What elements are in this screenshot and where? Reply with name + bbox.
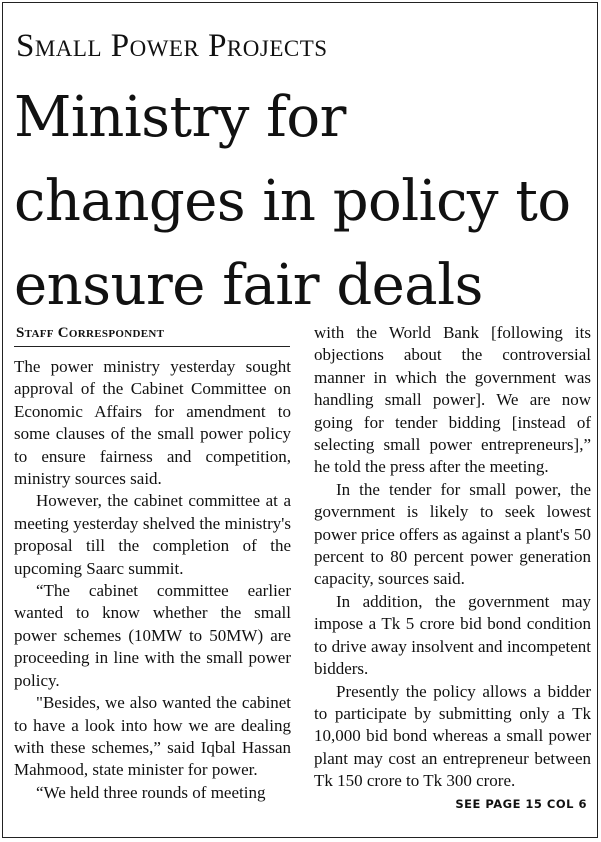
paragraph: “The cabinet committee earlier wanted to know whether the small power schemes (10MW to 50MW) are proceeding in line with the small power policy. bbox=[14, 581, 291, 690]
paragraph: with the World Bank [following its objections about the controversial manner in which the government was handling small power]. We are now going for tender bidding [instead of selecting small power entrepreneurs],” he told the press after the meeting. bbox=[314, 323, 591, 477]
byline: Staff Correspondent bbox=[16, 325, 165, 341]
kicker: Small Power Projects bbox=[16, 28, 328, 64]
paragraph: "Besides, we also wanted the cabinet to have a look into how we are dealing with these schemes,” said Iqbal Hassan Mahmood, state minister for power. bbox=[14, 693, 291, 780]
paragraph: However, the cabinet committee at a meeting yesterday shelved the ministry's proposal till the completion of the upcoming Saarc summit. bbox=[14, 491, 291, 578]
continuation-jump-line: SEE PAGE 15 COL 6 bbox=[455, 797, 587, 811]
article-column-1 bbox=[14, 356, 291, 804]
paragraph: In addition, the government may impose a Tk 5 crore bid bond condition to drive away insolvent and incompetent bidders. bbox=[314, 591, 591, 679]
byline-rule bbox=[14, 346, 290, 347]
headline: Ministry for changes in policy to ensure fair deals bbox=[14, 85, 571, 318]
paragraph: Presently the policy allows a bidder to participate by submitting only a Tk 10,000 bid bond whereas a small power plant may cost an entrepreneur between Tk 150 crore to Tk 300 crore. bbox=[314, 681, 591, 791]
paragraph: In the tender for small power, the government is likely to seek lowest power price offers as against a plant's 50 percent to 80 percent power generation capacity, sources said. bbox=[314, 479, 591, 589]
article-column-2 bbox=[314, 322, 591, 793]
paragraph: “We held three rounds of meeting bbox=[36, 782, 266, 802]
paragraph: The power ministry yesterday sought approval of the Cabinet Committee on Economic Affairs for amendment to some clauses of the small power policy to ensure fairness and competition, ministry sources said. bbox=[14, 357, 291, 489]
